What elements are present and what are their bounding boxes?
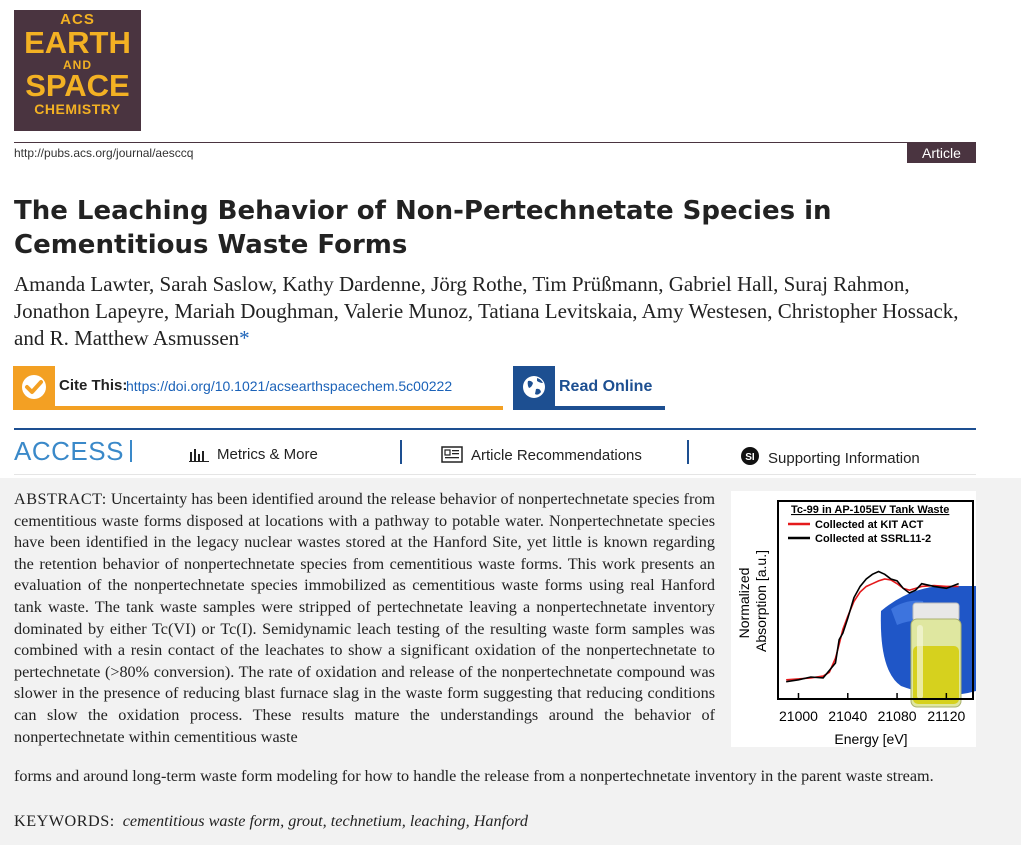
tab-recommendations-label: Article Recommendations <box>471 447 642 464</box>
tab-recommendations[interactable] <box>441 446 642 467</box>
tab-metrics-label: Metrics & More <box>217 446 318 463</box>
svg-text:SI: SI <box>745 452 755 463</box>
y-axis-label <box>736 550 769 652</box>
cite-label: Cite This: <box>59 377 128 394</box>
x-axis-label: Energy [eV] <box>834 731 908 747</box>
abstract-text: Uncertainty has been identified around the release behavior of nonpertechnetate species from cementitious waste forms disposed at locations with a pathway to potable water. Nonpertechnetate species have been identified in the legacy nuclear wastes stored at the Hanford Site, yet little is known regarding the retention behavior of nonpertechnetate species from cementitious waste forms. This work presents an evaluation of the nonpertechnetate species immobilized as cementitious waste forms using real Hanford tank waste. The tank waste samples were stripped of pertechnetate leaving a nonpertechnetate inventory dominated by either Tc(VI) or Tc(I). Semidynamic leach testing of the resulting waste form samples was combined with a resin contact of the leachates to show a significant oxidation of the nonpertechnetate to pertechnetate (>80% conversion). The rate of oxidation and release of the nonpertechnetate compound was slower in the presence of reducing blast furnace slag in the waste form suggesting that reducing conditions can slow the oxidation process. These results mature the understandings around the behavior of nonpertechnetate within cementitious waste <box>14 490 716 746</box>
x-tick-label: 21040 <box>828 708 868 724</box>
tab-separator <box>400 440 402 464</box>
logo-line-chemistry: CHEMISTRY <box>34 101 121 117</box>
chart-title: Tc-99 in AP-105EV Tank Waste <box>791 504 950 516</box>
abstract-heading: ABSTRACT: <box>14 490 107 508</box>
toc-graphic[interactable] <box>731 491 976 747</box>
logo-line-acs: ACS <box>60 11 95 28</box>
journal-logo[interactable] <box>14 10 141 131</box>
article-list-icon <box>441 446 463 467</box>
toc-chart <box>731 491 976 747</box>
abstract-text-continued: forms and around long-term waste form modeling for how to handle the release from a nonpertechnetate inventory in the parent waste stream. <box>14 767 934 785</box>
x-tick-label: 21120 <box>927 708 966 724</box>
read-online-button[interactable] <box>513 366 665 410</box>
cite-underline <box>13 406 503 410</box>
journal-url[interactable]: http://pubs.acs.org/journal/aesccq <box>14 146 194 160</box>
paper-title: The Leaching Behavior of Non-Pertechnetate Species in Cementitious Waste Forms <box>14 196 832 260</box>
y-axis-label-line2: Absorption [a.u.] <box>753 550 769 652</box>
access-top-rule <box>14 428 976 430</box>
logo-line-earth: EARTH <box>24 25 131 60</box>
tab-separator <box>687 440 689 464</box>
abstract <box>14 489 715 748</box>
logo-line-and: AND <box>63 58 92 72</box>
vial-photo <box>881 586 976 707</box>
logo-line-space: SPACE <box>25 68 130 103</box>
doi-link[interactable]: https://doi.org/10.1021/acsearthspacechem.5c00222 <box>126 378 453 394</box>
corresponding-author-mark[interactable]: * <box>239 326 250 350</box>
y-axis-label-line1: Normalized <box>736 567 752 639</box>
article-type-badge: Article <box>907 143 976 163</box>
legend-label-ssrl: Collected at SSRL11-2 <box>815 533 932 545</box>
check-icon <box>13 366 55 408</box>
bar-chart-icon <box>189 446 209 466</box>
access-bottom-rule <box>14 474 976 475</box>
keywords <box>14 812 528 831</box>
authors-text: Amanda Lawter, Sarah Saslow, Kathy Dardenne, Jörg Rothe, Tim Prüßmann, Gabriel Hall, Suraj Rahmon, Jonathon Lapeyre, Mariah Doughman, Valerie Munoz, Tatiana Levitskaia, Amy Westesen, Christopher Hossack, and R. Matthew Asmussen <box>14 272 959 350</box>
keywords-list: cementitious waste form, grout, technetium, leaching, Hanford <box>122 812 528 830</box>
legend-label-kit: Collected at KIT ACT <box>815 519 924 531</box>
access-label: ACCESS <box>14 436 124 466</box>
x-tick-label: 21000 <box>779 708 818 724</box>
si-icon <box>740 446 760 470</box>
author-list <box>14 271 989 352</box>
globe-icon <box>513 366 555 408</box>
access-pipe <box>130 440 132 462</box>
read-online-label: Read Online <box>559 378 653 395</box>
header-rule <box>14 142 976 143</box>
access-heading <box>14 436 132 467</box>
tab-supporting-info-label: Supporting Information <box>768 450 920 467</box>
tab-supporting-info[interactable] <box>740 446 920 470</box>
tab-metrics[interactable] <box>189 446 318 466</box>
read-online-underline <box>513 406 665 410</box>
keywords-heading: KEYWORDS: <box>14 812 115 830</box>
x-tick-label: 21080 <box>877 708 917 724</box>
cite-this <box>13 366 503 408</box>
